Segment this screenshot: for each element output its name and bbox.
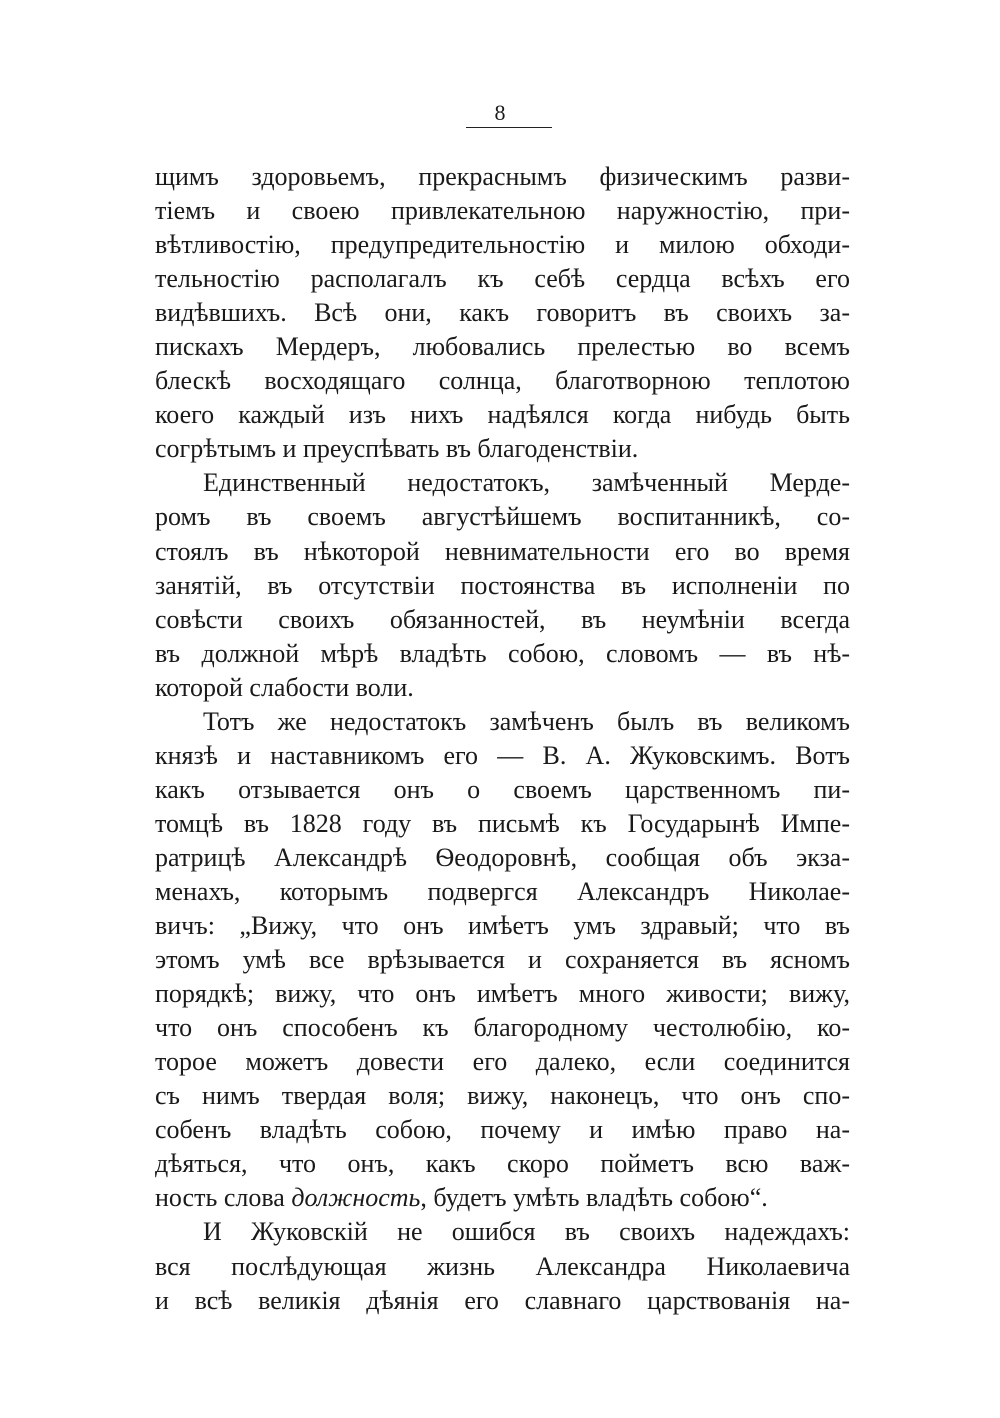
text-line: торое можетъ довести его далеко, если соединится xyxy=(155,1047,850,1077)
text-line: томцѣ въ 1828 году въ письмѣ къ Государынѣ Импе- xyxy=(155,808,850,838)
text-line: вичъ: „Вижу, что онъ имѣетъ умъ здравый; что въ xyxy=(155,911,850,941)
text-line: вся послѣдующая жизнь Александра Николаевича xyxy=(155,1251,850,1281)
text-line: щимъ здоровьемъ, прекраснымъ физическимъ разви- xyxy=(155,162,850,191)
text-line: ромъ въ своемъ августѣйшемъ воспитанникѣ, со- xyxy=(155,502,850,532)
text-line: стоялъ въ нѣкоторой невнимательности его во время xyxy=(155,536,850,566)
paragraph-4 xyxy=(155,1215,850,1317)
text-line: въ должной мѣрѣ владѣть собою, словомъ — въ нѣ- xyxy=(155,638,850,668)
body-text xyxy=(155,160,850,1318)
paragraph-3 xyxy=(155,705,850,1216)
text-line: князѣ и наставникомъ его — В. А. Жуковскимъ. Вотъ xyxy=(155,740,850,770)
text-line: коего каждый изъ нихъ надѣялся когда нибудь быть xyxy=(155,400,850,430)
text-line: Тотъ же недостатокъ замѣченъ былъ въ великомъ xyxy=(203,706,850,736)
paragraph-2 xyxy=(155,466,850,704)
page-number: 8 xyxy=(494,100,506,125)
text-line: совѣсти своихъ обязанностей, въ неумѣнiи всегда xyxy=(155,604,850,634)
text-line: этомъ умѣ все врѣзывается и сохраняется въ ясномъ xyxy=(155,945,850,975)
text-line: Единственный недостатокъ, замѣченный Мерде- xyxy=(203,468,850,498)
text-line: видѣвшихъ. Всѣ они, какъ говоритъ въ своихъ за- xyxy=(155,298,850,328)
text-line: пискахъ Мердеръ, любовались прелестью во всемъ xyxy=(155,332,850,362)
paragraph-1 xyxy=(155,160,850,466)
text-segment: ность слова xyxy=(155,1183,292,1213)
text-line: тiемъ и своею привлекательною наружностiю, при- xyxy=(155,196,850,226)
text-line: вѣтливостiю, предупредительностiю и милою обходи- xyxy=(155,230,850,260)
text-line: И Жуковскiй не ошибся въ своихъ надеждахъ: xyxy=(203,1217,850,1247)
text-line-with-italic xyxy=(155,1181,850,1215)
text-line: съ нимъ твердая воля; вижу, наконецъ, что онъ спо- xyxy=(155,1081,850,1111)
text-line: и всѣ великiя дѣянiя его славнаго царствованiя на- xyxy=(155,1285,850,1315)
text-line: занятiй, въ отсутствiи постоянства въ исполненiи по xyxy=(155,570,850,600)
text-line: какъ отзывается онъ о своемъ царственномъ пи- xyxy=(155,774,850,804)
text-segment: , будетъ умѣть владѣть собою“. xyxy=(420,1183,768,1213)
text-line: собенъ владѣть собою, почему и имѣю право на- xyxy=(155,1115,850,1145)
text-line: блескѣ восходящаго солнца, благотворною теплотою xyxy=(155,366,850,396)
text-line: менахъ, которымъ подвергся Александръ Николае- xyxy=(155,876,850,906)
text-line: что онъ способенъ къ благородному честолюбiю, ко- xyxy=(155,1013,850,1043)
text-line: которой слабости воли. xyxy=(155,672,414,702)
text-line: дѣяться, что онъ, какъ скоро пойметъ всю важ- xyxy=(155,1149,850,1179)
page-number-rule xyxy=(466,127,552,128)
text-line: тельностiю располагалъ къ себѣ сердца всѣхъ его xyxy=(155,264,850,294)
text-line: ратрицѣ Александрѣ Ѳеодоровнѣ, сообщая объ экза- xyxy=(155,842,850,872)
text-line: порядкѣ; вижу, что онъ имѣетъ много живости; вижу, xyxy=(155,979,850,1009)
text-line: согрѣтымъ и преуспѣвать въ благоденствiи. xyxy=(155,434,639,464)
italic-word: должность xyxy=(291,1183,421,1213)
